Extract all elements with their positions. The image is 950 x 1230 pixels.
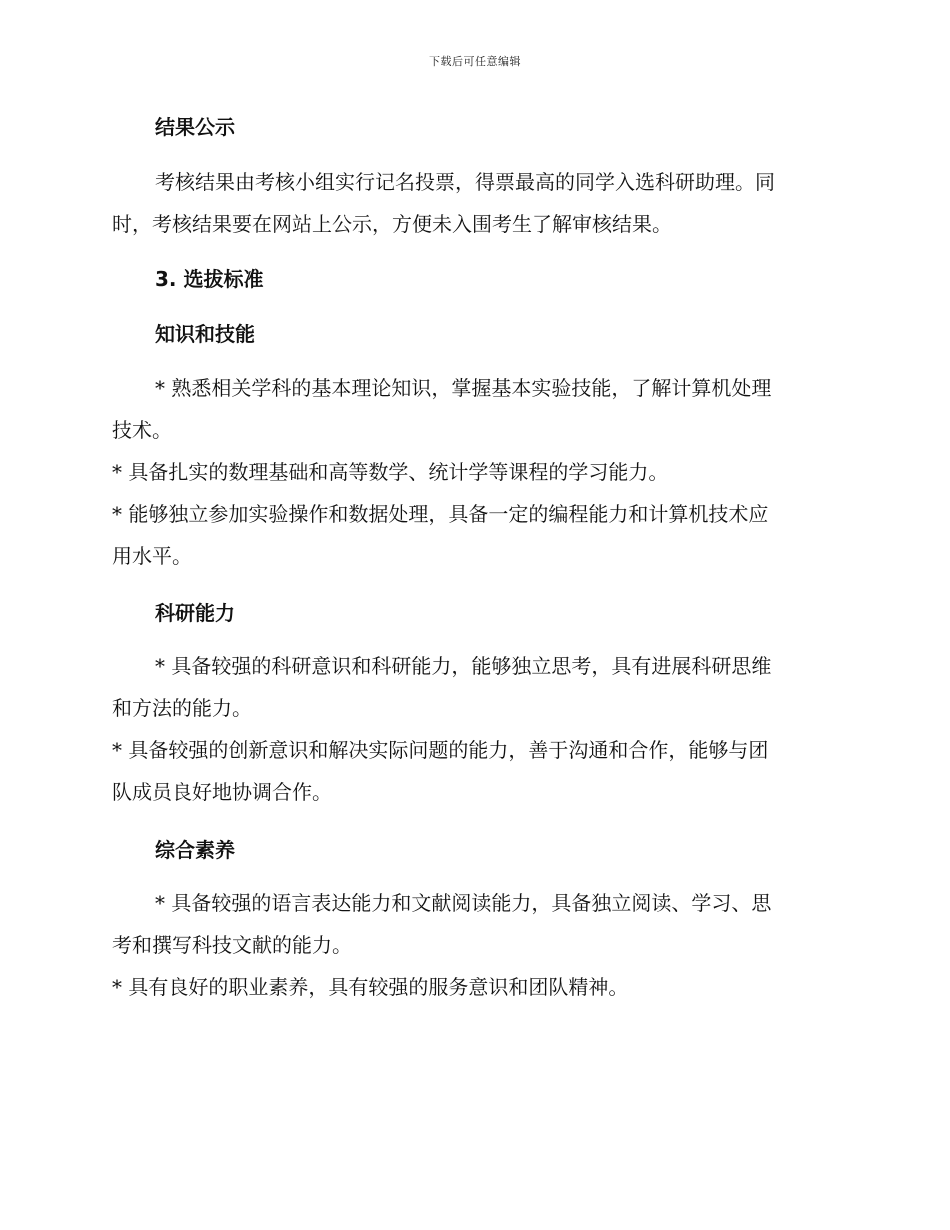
heading-research-ability: 科研能力 bbox=[155, 601, 235, 625]
paragraph-line: 考核结果由考核小组实行记名投票，得票最高的同学入选科研助理。同 bbox=[155, 170, 775, 194]
list-item: * 具备扎实的数理基础和高等数学、统计学等课程的学习能力。 bbox=[112, 460, 669, 484]
paragraph-result bbox=[112, 161, 832, 245]
heading-overall-quality: 综合素养 bbox=[155, 838, 235, 862]
list-item-continuation: 考和撰写科技文献的能力。 bbox=[112, 933, 352, 957]
page-header: 下载后可任意编辑 bbox=[429, 55, 521, 68]
list-item: * 具备较强的创新意识和解决实际问题的能力，善于沟通和合作，能够与团 bbox=[112, 738, 769, 762]
list-item: * 能够独立参加实验操作和数据处理，具备一定的编程能力和计算机技术应 bbox=[112, 502, 769, 526]
heading-knowledge-skills: 知识和技能 bbox=[155, 322, 255, 346]
list-item-continuation: 用水平。 bbox=[112, 544, 192, 568]
heading-result-announcement: 结果公示 bbox=[155, 115, 235, 139]
list-item-continuation: 队成员良好地协调合作。 bbox=[112, 780, 332, 804]
paragraph-line: 时，考核结果要在网站上公示，方便未入围考生了解审核结果。 bbox=[112, 212, 672, 236]
list-quality bbox=[112, 882, 832, 1008]
list-item-continuation: 技术。 bbox=[112, 418, 172, 442]
list-knowledge bbox=[112, 367, 832, 577]
list-item-continuation: 和方法的能力。 bbox=[112, 696, 252, 720]
list-item: * 具有良好的职业素养，具有较强的服务意识和团队精神。 bbox=[112, 975, 629, 999]
list-item: * 具备较强的科研意识和科研能力，能够独立思考，具有进展科研思维 bbox=[155, 654, 772, 678]
list-research bbox=[112, 645, 832, 813]
heading-selection-criteria: 3. 选拔标准 bbox=[155, 267, 264, 291]
list-item: * 熟悉相关学科的基本理论知识，掌握基本实验技能，了解计算机处理 bbox=[155, 376, 772, 400]
list-item: * 具备较强的语言表达能力和文献阅读能力，具备独立阅读、学习、思 bbox=[155, 891, 772, 915]
